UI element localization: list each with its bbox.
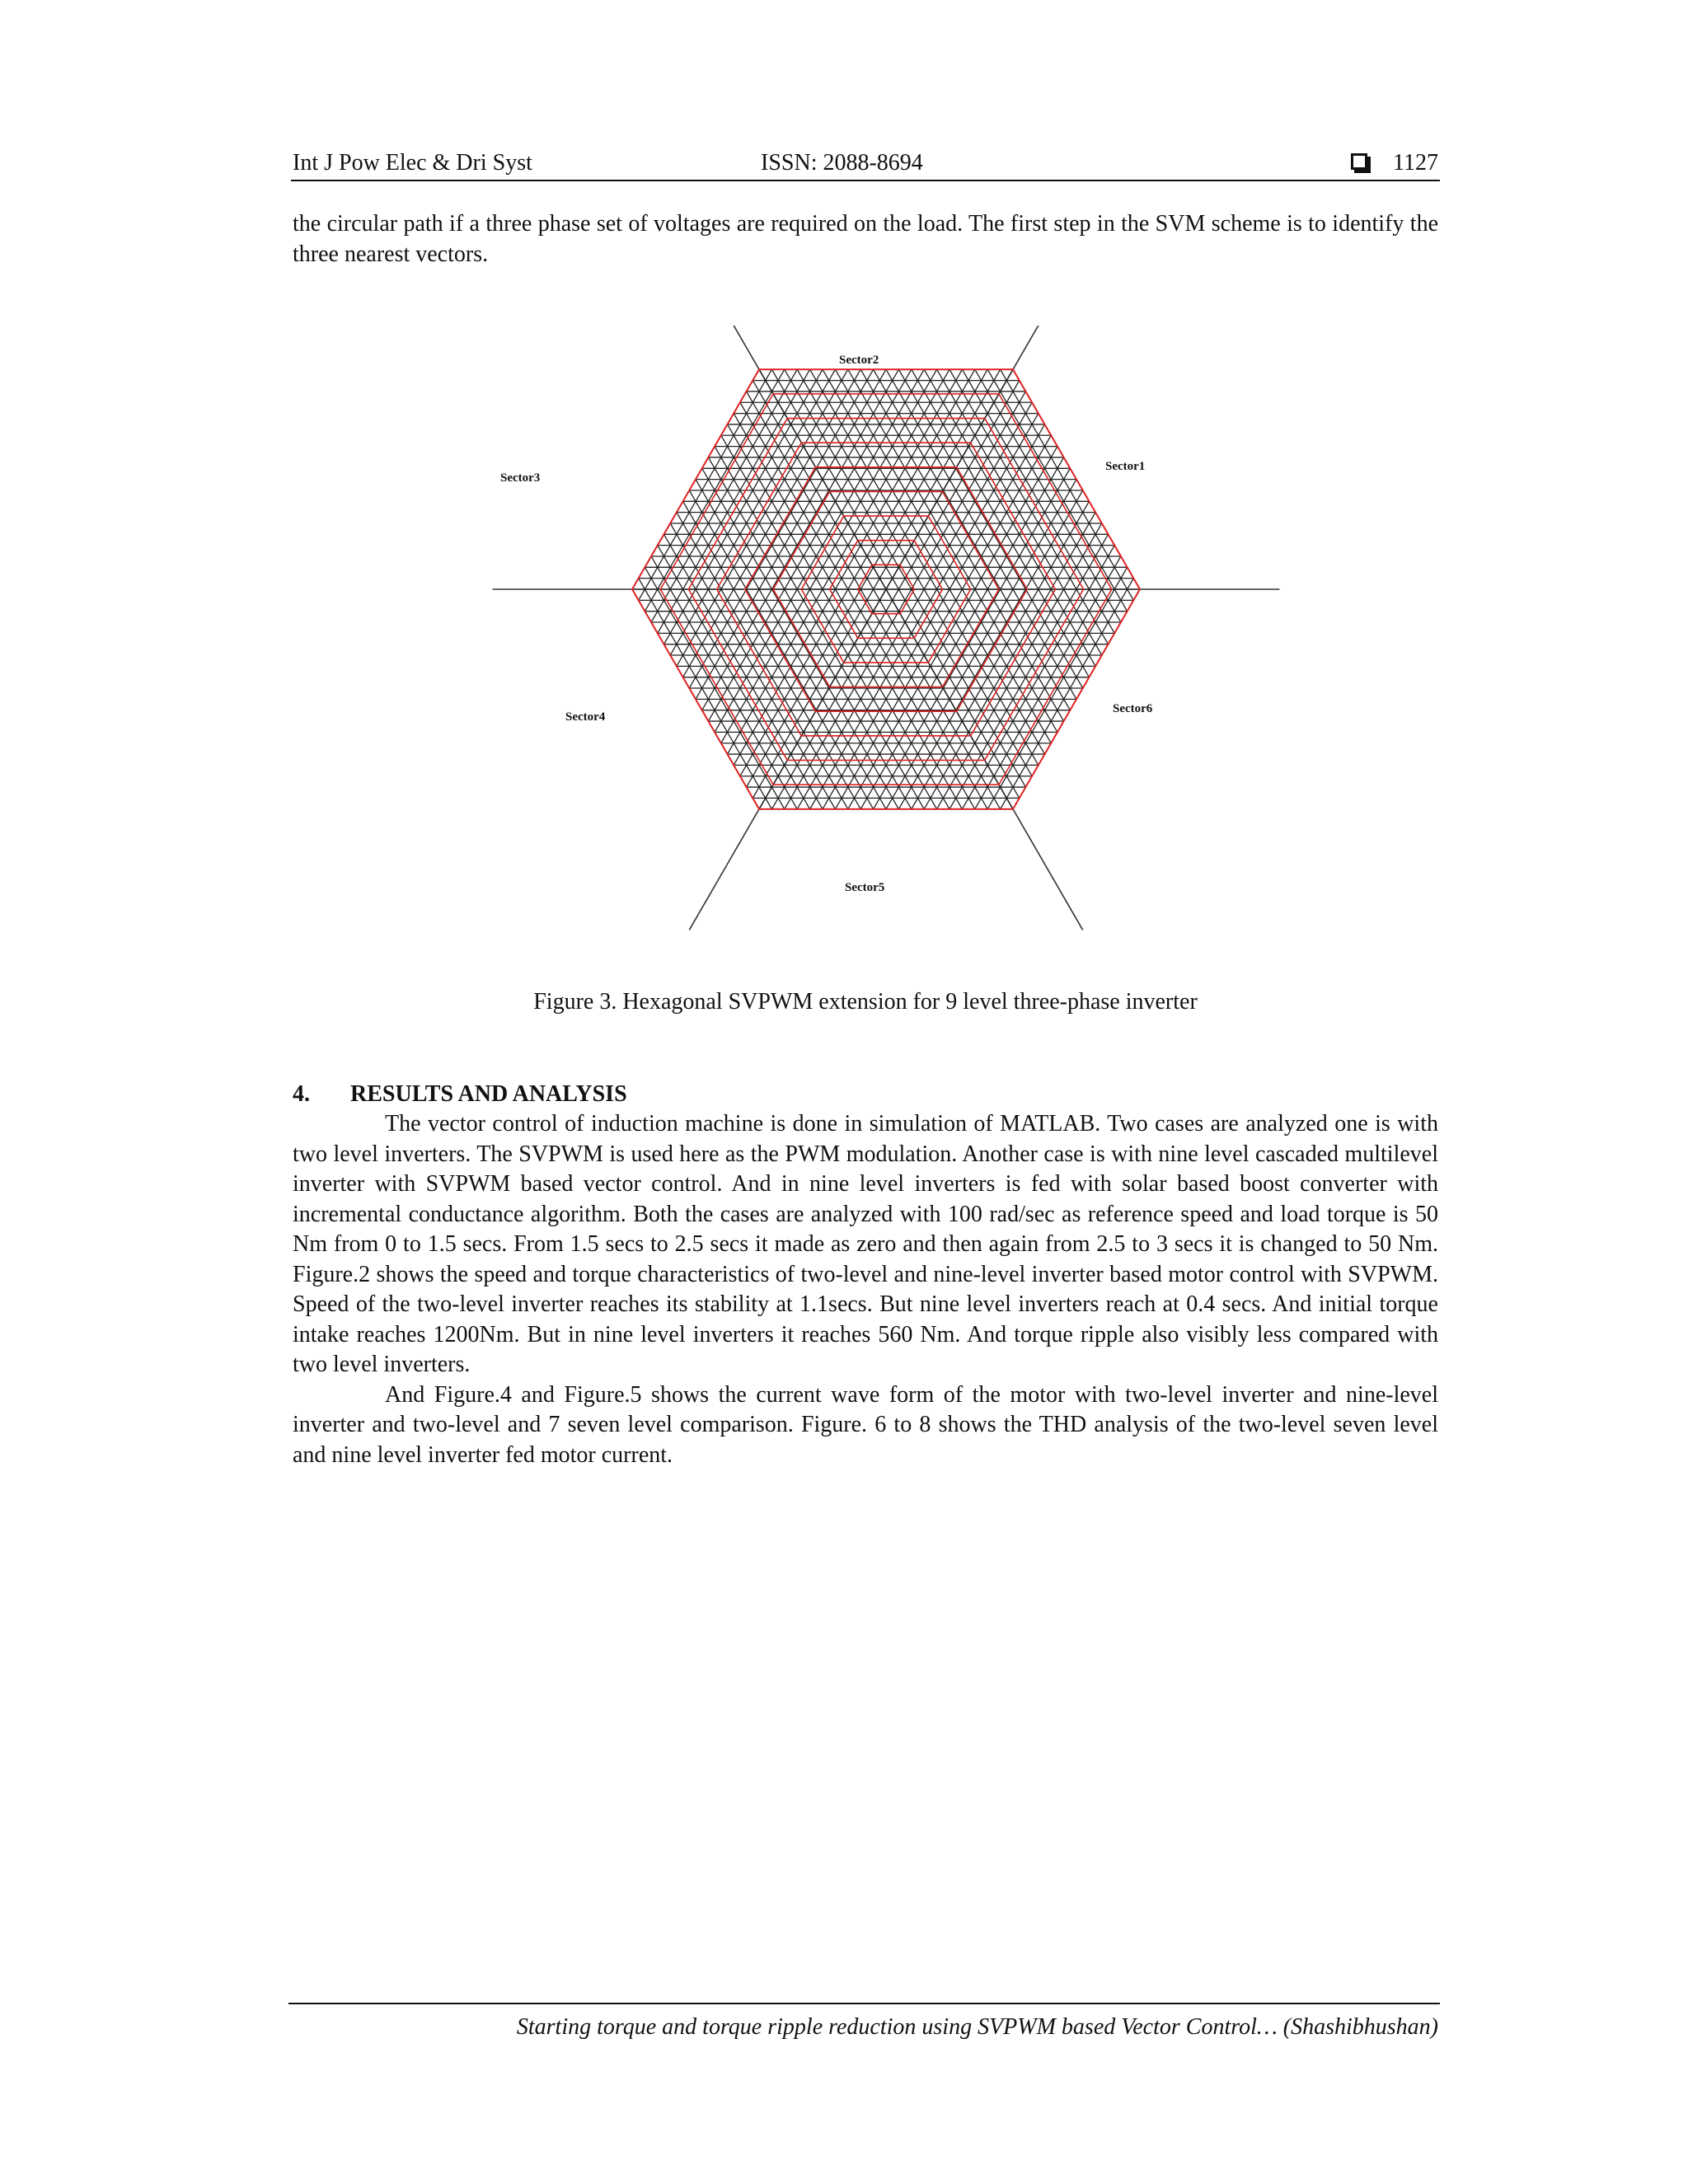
- figure-hexagon-diagram: [486, 326, 1286, 952]
- grid-line: [1001, 326, 1286, 952]
- grid-line: [962, 326, 1286, 952]
- grid-line: [620, 326, 1229, 952]
- grid-line: [486, 326, 708, 952]
- grid-line: [632, 326, 1241, 952]
- intro-paragraph: the circular path if a three phase set of voltages are required on the load. The first step in the SVM scheme is to identify the three nearest vectors.: [293, 211, 1438, 267]
- grid-line: [486, 326, 785, 952]
- section-number: 4.: [293, 1081, 310, 1107]
- grid-line: [518, 326, 1127, 952]
- grid-line: [493, 326, 1102, 952]
- grid-line: [658, 326, 1267, 952]
- sector4-label: Sector4: [565, 710, 606, 724]
- results-paragraph-2: And Figure.4 and Figure.5 shows the current wave form of the motor with two-level inverter and nine-level inverter and two-level and 7 seven level comparison. Figure. 6 to 8 shows the THD analysis of the two-level seven level and nine level inverter fed motor current.: [293, 1381, 1438, 1468]
- sector1-label: Sector1: [1105, 460, 1146, 473]
- page-box-icon: [1351, 153, 1367, 170]
- grid-line: [1025, 326, 1286, 952]
- results-paragraph-1: The vector control of induction machine is done in simulation of MATLAB. Two cases are analyzed one is with two level inverters. The SVPWM is used here as the PWM modulation. Another case is with nine level cascaded multilevel inverter with SVPWM based vector control. And in nine level inverters is fed with solar based boost converter with incremental conductance algorithm. Both the cases are analyzed with 100 rad/sec as reference speed and load torque is 50 Nm from 0 to 1.5 secs. From 1.5 secs to 2.5 secs it made as zero and then again from 2.5 to 3 secs it is changed to 50 Nm. Figure.2 shows the speed and torque characteristics of two-level and nine-level inverter based motor control with SVPWM. Speed of the two-level inverter reaches its stability at 1.1secs. But nine level inverters reach at 0.4 secs. And initial torque intake reaches 1200Nm. But in nine level inverters it reaches 560 Nm. And torque ripple also visibly less compared with two level inverters.: [293, 1111, 1438, 1377]
- footer-rule: [288, 2003, 1440, 2004]
- grid-line: [486, 326, 683, 952]
- grid-line: [486, 326, 797, 952]
- header-rule: [291, 180, 1440, 181]
- grid-line: [1039, 326, 1286, 952]
- grid-line: [518, 326, 1127, 952]
- grid-line: [493, 326, 1102, 952]
- results-paragraphs: [293, 1109, 1438, 1470]
- grid-line: [1025, 326, 1286, 952]
- grid-line: [486, 326, 785, 952]
- grid-line: [670, 326, 1279, 952]
- grid-line: [1089, 326, 1286, 952]
- grid-line: [486, 326, 747, 952]
- grid-line: [1064, 326, 1286, 952]
- grid-line: [645, 326, 1254, 952]
- grid-line: [950, 326, 1286, 952]
- section-heading: [293, 1080, 627, 1109]
- grid-line: [658, 326, 1267, 952]
- hexagon-svg: [486, 326, 1286, 952]
- grid-line: [486, 326, 747, 952]
- grid-line: [1001, 326, 1286, 952]
- grid-line: [1089, 326, 1286, 952]
- sector3-label: Sector3: [500, 471, 541, 485]
- grid-line: [486, 326, 810, 952]
- sector5-label: Sector5: [845, 881, 885, 894]
- grid-line: [486, 326, 797, 952]
- grid-line: [486, 326, 696, 952]
- running-head: [291, 147, 1440, 180]
- grid-line: [645, 326, 1254, 952]
- grid-line: [486, 326, 734, 952]
- section-title: RESULTS AND ANALYSIS: [350, 1081, 627, 1107]
- grid-line: [1076, 326, 1286, 952]
- grid-line: [531, 326, 1140, 952]
- figure-caption: Figure 3. Hexagonal SVPWM extension for 9 level three-phase inverter: [533, 989, 1198, 1015]
- grid-line: [620, 326, 1229, 952]
- grid-line: [486, 326, 683, 952]
- grid-line: [987, 326, 1286, 952]
- grid-line: [962, 326, 1286, 952]
- grid-line: [543, 326, 1152, 952]
- grid-line: [987, 326, 1286, 952]
- grid-line: [505, 326, 1114, 952]
- grid-line: [670, 326, 1279, 952]
- page-number: 1127: [1393, 150, 1438, 176]
- sector2-label: Sector2: [839, 354, 879, 367]
- grid-line: [486, 326, 734, 952]
- sector-labels: [500, 354, 1153, 894]
- grid-line: [486, 326, 823, 952]
- journal-name: Int J Pow Elec & Dri Syst: [293, 150, 532, 176]
- issn: ISSN: 2088-8694: [761, 150, 923, 176]
- grid-line: [950, 326, 1286, 952]
- grid-line: [1076, 326, 1286, 952]
- grid-line: [486, 326, 696, 952]
- grid-line: [531, 326, 1140, 952]
- grid-line: [486, 326, 810, 952]
- grid-line: [975, 326, 1286, 952]
- grid-line: [1039, 326, 1286, 952]
- sector-axes: [493, 326, 1280, 930]
- running-footer: Starting torque and torque ripple reduction using SVPWM based Vector Control… (Shashibhushan): [516, 2014, 1438, 2040]
- grid-line: [975, 326, 1286, 952]
- grid-line: [486, 326, 823, 952]
- grid-line: [543, 326, 1152, 952]
- grid-line: [632, 326, 1241, 952]
- grid-line: [505, 326, 1114, 952]
- grid-line: [486, 326, 771, 952]
- grid-line: [486, 326, 771, 952]
- sector6-label: Sector6: [1113, 702, 1153, 715]
- grid-line: [486, 326, 708, 952]
- grid-line: [1064, 326, 1286, 952]
